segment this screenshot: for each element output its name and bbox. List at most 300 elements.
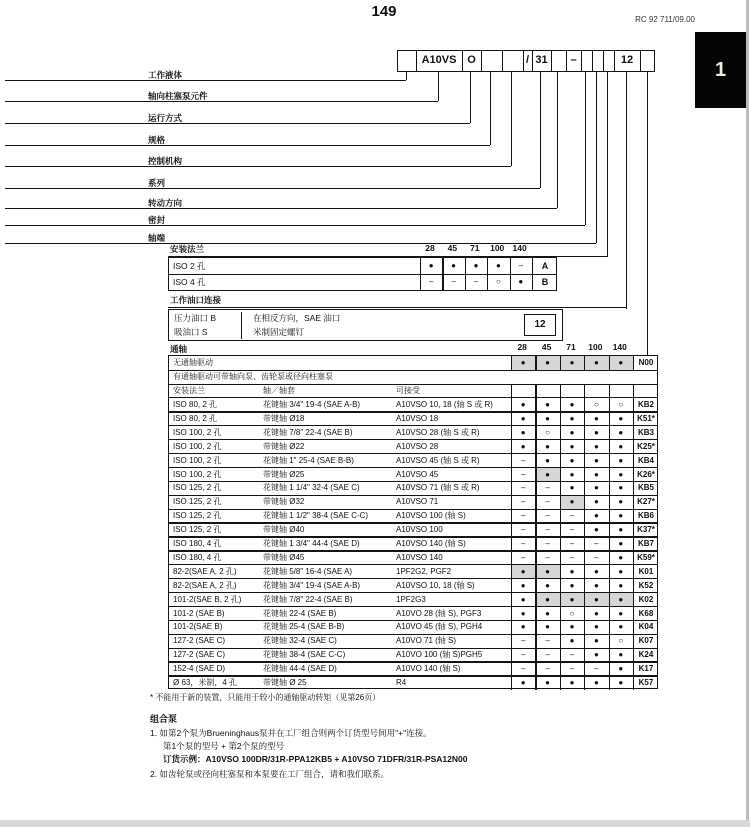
mark-cell: ● [618,552,624,562]
accepts-cell: A10VO 71 (轴 S) [396,636,457,646]
column-divider [560,356,561,370]
code-cell [603,51,614,71]
connector-vline [470,72,471,123]
mark-cell: ● [545,566,551,576]
accepts-cell: 1PF2G2, PGF2 [396,566,452,576]
mark-cell: ● [618,539,624,548]
code-value: KB7 [637,539,654,548]
code-value: KB3 [637,427,654,437]
mark-cell: – [594,552,599,562]
diagram-label: 规格 [148,134,166,145]
code-cell: / [525,54,530,66]
mark-cell: ● [520,400,526,409]
code-value: K24 [638,650,654,660]
code-value: K68 [638,608,654,618]
mark-cell: – [569,552,575,562]
diagram-label: 转动方向 [148,197,183,208]
mark-cell: ● [520,427,526,437]
row-label: ISO 4 孔 [173,277,206,287]
code-value: K17 [638,664,654,674]
doc-reference: RC 92 711/09.00 [635,15,695,24]
mark-cell: – [594,664,599,674]
shaft-cell: 带键轴 Ø18 [263,413,305,423]
mark-cell: ● [569,413,575,423]
accepts-cell: A10VSO 140 (轴 S) [396,539,466,548]
mark-cell: – [569,664,575,674]
mark-cell: – [520,539,526,548]
accepts-cell: A10VO 140 (轴 S) [396,664,461,674]
mark-cell: ○ [545,427,551,437]
accepts-cell: R4 [396,678,407,687]
code-value: K25* [637,441,655,451]
code-value: K04 [638,622,654,632]
shaft-cell: 带键轴 Ø 25 [263,678,307,687]
column-divider [560,384,561,690]
mark-cell: – [520,455,526,465]
mark-cell: – [451,277,456,286]
mark-cell: ● [518,277,524,286]
page-right-edge [746,0,749,827]
code-value: K52 [638,580,654,590]
mark-cell: ● [569,469,575,479]
mark-cell: ● [593,636,599,646]
chapter-number: 1 [714,58,727,81]
accepts-cell: A10VO 45 (轴 S), PGH4 [396,622,483,632]
mark-cell: ● [545,413,551,423]
through-section-label: 通轴 [170,344,188,354]
mark-cell: ● [618,622,624,632]
connector-vline [557,72,558,208]
flange-cell: ISO 80, 2 孔 [173,413,218,423]
connector-vline [490,72,491,145]
code-value: KB2 [637,400,654,409]
ordering-code-row [397,50,655,72]
mark-cell: ● [545,594,551,604]
mark-cell: ● [618,678,624,687]
mark-cell: ● [593,511,599,521]
flange-cell: ISO 100, 2 孔 [173,441,222,451]
mark-cell: ● [495,261,501,270]
connector-hline [5,225,585,226]
column-header: 45 [541,342,552,352]
mark-cell: ● [618,650,624,660]
code-value: K07 [638,636,654,646]
mark-cell: ● [618,664,624,674]
code-value: K02 [638,594,654,604]
flange-cell: ISO 80, 2 孔 [173,400,218,409]
code-cell: A10VS [421,54,457,66]
accepts-cell: A10VSO 71 [396,497,439,507]
diagram-label: 轴向柱塞泵元件 [148,90,208,101]
mark-cell: ● [569,358,575,367]
code-cell: 12 [620,54,634,66]
code-cell [551,51,566,71]
connector-hline [5,166,511,167]
mark-cell: – [545,552,550,562]
mark-cell: ○ [569,608,575,618]
mark-cell: ● [593,622,599,632]
accepts-cell: A10VSO 45 [396,469,439,479]
shaft-cell: 花键轴 1 1/2" 38-4 (SAE C-C) [263,511,369,521]
column-divider [420,258,421,290]
mark-cell: ● [520,678,526,687]
combination-line: 2. 如齿轮泵或径向柱塞泵和本泵要在工厂组合，请和我们联系。 [150,769,389,779]
code-value: K57 [638,678,654,687]
mark-cell: ● [545,580,551,590]
mark-cell: – [545,525,550,535]
column-divider [487,258,488,290]
mark-cell: ○ [495,277,501,286]
column-header: 71 [566,342,576,352]
column-header: 100 [588,342,603,352]
column-divider [584,384,585,690]
accepts-cell: 1PF2G3 [396,594,426,604]
column-header: 140 [512,243,527,253]
connector-hline [5,208,557,209]
flange-cell: ISO 180, 4 孔 [173,539,222,548]
flange-cell: 127-2 (SAE C) [173,636,226,646]
flange-cell: 101-2(SAE B) [173,622,223,632]
mark-cell: – [569,539,575,548]
diagram-label: 轴端 [148,232,166,243]
mark-cell: ● [520,580,526,590]
mark-cell: ● [569,622,575,632]
combination-line: 第1个泵的型号 + 第2个泵的型号 [163,741,285,751]
code-cell [592,51,603,71]
mark-cell: – [594,539,599,548]
mark-cell: ● [593,413,599,423]
code-value: N00 [638,358,654,367]
column-divider [609,384,610,690]
connector-vline [585,72,586,225]
column-divider [511,356,512,370]
mark-cell: – [545,539,550,548]
mark-cell: – [520,636,526,646]
mark-cell: – [545,511,550,521]
shaft-cell: 带键轴 Ø22 [263,441,305,451]
mark-cell: – [545,497,550,507]
mark-cell: ○ [618,400,624,409]
diagram-label: 系列 [148,177,166,188]
mark-cell: ● [618,608,624,618]
column-divider [535,384,536,690]
code-value: KB5 [637,483,654,493]
mark-cell: ● [618,358,624,367]
mark-cell: – [520,664,526,674]
shaft-cell: 花键轴 3/4" 19-4 (SAE A-B) [263,580,361,590]
mark-cell: ● [618,413,624,423]
code-value: K51* [637,413,655,423]
flange-cell: ISO 125, 2 孔 [173,497,222,507]
combination-line: 1. 如第2个泵为Brueninghaus泵并在工厂组合则两个订货型号间用"+"连接。 [150,728,432,738]
flange-cell: 152-4 (SAE D) [173,664,226,674]
mark-cell: ● [593,608,599,618]
flange-cell: 101-2(SAE B, 2 孔) [173,594,242,604]
accepts-cell: A10VO 28 (轴 S), PGF3 [396,608,482,618]
mark-cell: ● [545,441,551,451]
column-divider [442,258,443,290]
port-desc: 在相反方向，SAE 油口 [253,313,341,323]
code-value: K37* [637,525,655,535]
mark-cell: ● [520,441,526,451]
shaft-cell: 花键轴 22-4 (SAE B) [263,608,337,618]
diagram-label: 运行方式 [148,112,183,123]
shaft-cell: 花键轴 7/8" 22-4 (SAE B) [263,594,353,604]
mark-cell: ● [545,358,551,367]
mark-cell: ● [593,566,599,576]
mark-cell: ● [569,678,575,687]
mark-cell: ● [545,678,551,687]
column-divider [609,356,610,370]
shaft-cell: 花键轴 32-4 (SAE C) [263,636,337,646]
mark-cell: – [520,469,526,479]
code-cell: O [467,54,476,66]
flange-cell: ISO 125, 2 孔 [173,511,222,521]
flange-cell: ISO 100, 2 孔 [173,427,222,437]
connector-vline [647,72,648,356]
code-value: KB4 [637,455,654,465]
column-header: 100 [490,243,505,253]
shaft-cell: 花键轴 38-4 (SAE C-C) [263,650,346,660]
shaft-cell: 花键轴 5/8" 16-4 (SAE A) [263,566,353,576]
mark-cell: – [520,552,526,562]
flange-cell: ISO 100, 2 孔 [173,469,222,479]
ports-box [168,309,563,341]
mark-cell: ● [569,400,575,409]
accepts-cell: A10VSO 100 [396,525,443,535]
mark-cell: ● [593,358,599,367]
connector-hline [5,188,540,189]
mark-cell: ● [569,427,575,437]
accepts-cell: A10VSO 71 (轴 S 或 R) [396,483,480,493]
mark-cell: – [520,483,526,493]
code-cell [581,51,592,71]
connector-vline [596,72,597,243]
flange-cell: ISO 125, 2 孔 [173,525,222,535]
connector-vline [607,72,608,257]
code-cell: 31 [535,54,548,66]
code-cell [481,51,502,71]
column-divider [584,356,585,370]
connector-vline [406,72,407,80]
flange-cell: 82-2(SAE A, 2 孔) [173,580,237,590]
code-value: KB6 [637,511,654,521]
code-cell: – [570,54,577,66]
connector-hline [5,145,490,146]
code-value: B [541,277,549,287]
shaft-cell: 带键轴 Ø40 [263,525,305,535]
mark-cell: ● [569,455,575,465]
mark-cell: ● [593,580,599,590]
code-cell [398,51,416,71]
accepts-cell: A10VSO 10, 18 (轴 S 或 R) [396,400,493,409]
code-value: K59* [637,552,655,562]
mark-cell: ● [569,483,575,493]
mark-cell: ● [593,483,599,493]
mark-cell: ● [593,469,599,479]
shaft-cell: 花键轴 3/4" 19-4 (SAE A-B) [263,400,361,409]
accepts-cell: A10VSO 140 [396,552,443,562]
connector-hline [5,123,470,124]
connector-vline [438,72,439,101]
connector-vline [626,72,627,309]
mark-cell: ● [618,511,624,521]
flange-cell: 127-2 (SAE C) [173,650,226,660]
accepts-cell: A10VSO 28 [396,441,439,451]
mark-cell: – [569,650,575,660]
combination-title: 组合泵 [150,714,178,724]
shaft-cell: 花键轴 1 3/4" 44-4 (SAE D) [263,539,360,548]
mark-cell: ● [618,441,624,451]
code-cell [640,51,656,71]
mark-cell: – [520,511,526,521]
accepts-cell: A10VSO 18 [396,413,439,423]
chapter-side-tab [695,32,746,108]
mark-cell: ● [569,636,575,646]
mark-cell: ● [593,441,599,451]
flange-cell: 101-2 (SAE B) [173,608,225,618]
mark-cell: ○ [593,400,599,409]
mark-cell: ● [593,678,599,687]
accepts-cell: A10VO 100 (轴 S)PGH5 [396,650,483,660]
code-value: K01 [638,566,654,576]
mark-cell: ○ [618,636,624,646]
accepts-cell: A10VSO 45 (轴 S 或 R) [396,455,480,465]
mark-cell: ● [618,427,624,437]
mark-cell: – [473,277,479,286]
code-value: K26* [637,469,655,479]
connector-vline [511,72,512,166]
mark-cell: – [545,636,550,646]
mark-cell: – [545,650,550,660]
flange-cell: 82-2(SAE A, 2 孔) [173,566,237,576]
table-column-header: 轴／轴套 [263,386,295,395]
mark-cell: – [520,650,526,660]
combination-line: 订货示例：A10VSO 100DR/31R-PPA12KB5 + A10VSO 71DFR/31R-PSA12N00 [163,754,468,764]
column-header: 28 [517,342,527,352]
mark-cell: ● [520,358,526,367]
mark-cell: ● [618,455,624,465]
mark-cell: ● [593,594,599,604]
accepts-cell: A10VSO 10, 18 (轴 S) [396,580,475,590]
mark-cell: ● [520,413,526,423]
mark-cell: ● [428,261,434,270]
mark-cell: ● [569,594,575,604]
mark-cell: ● [545,622,551,632]
mark-cell: – [428,277,434,286]
mark-cell: ● [545,400,551,409]
mark-cell: – [520,497,526,507]
column-divider [535,356,536,370]
mark-cell: – [569,525,575,535]
mark-cell: ● [593,427,599,437]
connector-hline [5,101,438,102]
mark-cell: ● [618,525,624,535]
mark-cell: ● [545,455,551,465]
connector-hline [5,243,596,244]
port-name: 吸油口 S [174,327,208,337]
column-divider [511,384,512,690]
accepts-cell: A10VSO 100 (轴 S) [396,511,466,521]
connector-vline [540,72,541,188]
footnote: * 不能用于新的装置，只能用于较小的通轴驱动转矩（见第26页） [150,693,381,702]
flange-cell: ISO 100, 2 孔 [173,455,222,465]
flange-cell: Ø 63，米制，4 孔 [173,678,238,687]
shaft-cell: 带键轴 Ø25 [263,469,305,479]
shaft-cell: 带键轴 Ø32 [263,497,305,507]
mark-cell: ● [618,594,624,604]
ports-code-box: 12 [524,314,556,336]
diagram-label: 密封 [148,214,166,225]
mark-cell: ● [618,483,624,493]
mark-cell: ● [569,580,575,590]
mark-cell: ● [520,566,526,576]
column-header: 71 [470,243,480,253]
column-header: 140 [612,342,627,352]
through-drive-table [168,355,658,689]
column-divider [465,258,466,290]
code-cell [502,51,523,71]
mark-cell: ● [569,497,575,507]
diagram-label: 控制机构 [148,155,183,166]
column-divider [510,258,511,290]
mark-cell: ● [618,497,624,507]
mark-cell: ● [618,580,624,590]
page-bottom-edge [0,820,750,827]
table-column-header: 可接受 [396,386,420,395]
code-value: A [541,261,549,271]
mark-cell: – [545,664,550,674]
port-name: 压力油口 B [174,313,217,323]
shaft-cell: 带键轴 Ø45 [263,552,305,562]
mark-cell: ● [451,261,457,270]
column-header: 28 [425,243,435,253]
mark-cell: – [520,525,526,535]
mark-cell: ● [593,455,599,465]
shaft-cell: 花键轴 25-4 (SAE B-B) [263,622,345,632]
flange-cell: ISO 180, 4 孔 [173,552,222,562]
ports-divider [241,312,242,339]
flange-cell: ISO 125, 2 孔 [173,483,222,493]
connector-hline [5,80,406,81]
page-number: 149 [371,3,397,20]
shaft-cell: 花键轴 1 1/4" 32-4 (SAE C) [263,483,360,493]
mark-cell: ● [618,566,624,576]
mark-cell: ● [593,497,599,507]
column-header: 45 [447,243,458,253]
accepts-cell: A10VSO 28 (轴 S 或 R) [396,427,480,437]
shaft-cell: 花键轴 7/8" 22-4 (SAE B) [263,427,353,437]
mark-cell: ● [545,469,551,479]
mark-cell: – [569,511,575,521]
flange-table [168,257,557,291]
mark-cell: ● [545,608,551,618]
shaft-cell: 花键轴 1" 25-4 (SAE B-B) [263,455,354,465]
flange-section-label: 安装法兰 [170,244,205,254]
shaft-cell: 花键轴 44-4 (SAE D) [263,664,337,674]
mark-cell: ● [520,622,526,632]
mark-cell: ● [473,261,479,270]
row-label: 无通轴驱动 [173,358,213,367]
code-value: K27* [637,497,655,507]
subheader-row: 有通轴驱动可带轴向泵、齿轮泵或径向柱塞泵 [173,372,333,381]
mark-cell: ● [593,525,599,535]
mark-cell: ● [520,594,526,604]
row-label: ISO 2 孔 [173,261,206,271]
mark-cell: ● [569,566,575,576]
port-desc: 米制固定螺钉 [253,327,305,337]
mark-cell: ● [618,469,624,479]
